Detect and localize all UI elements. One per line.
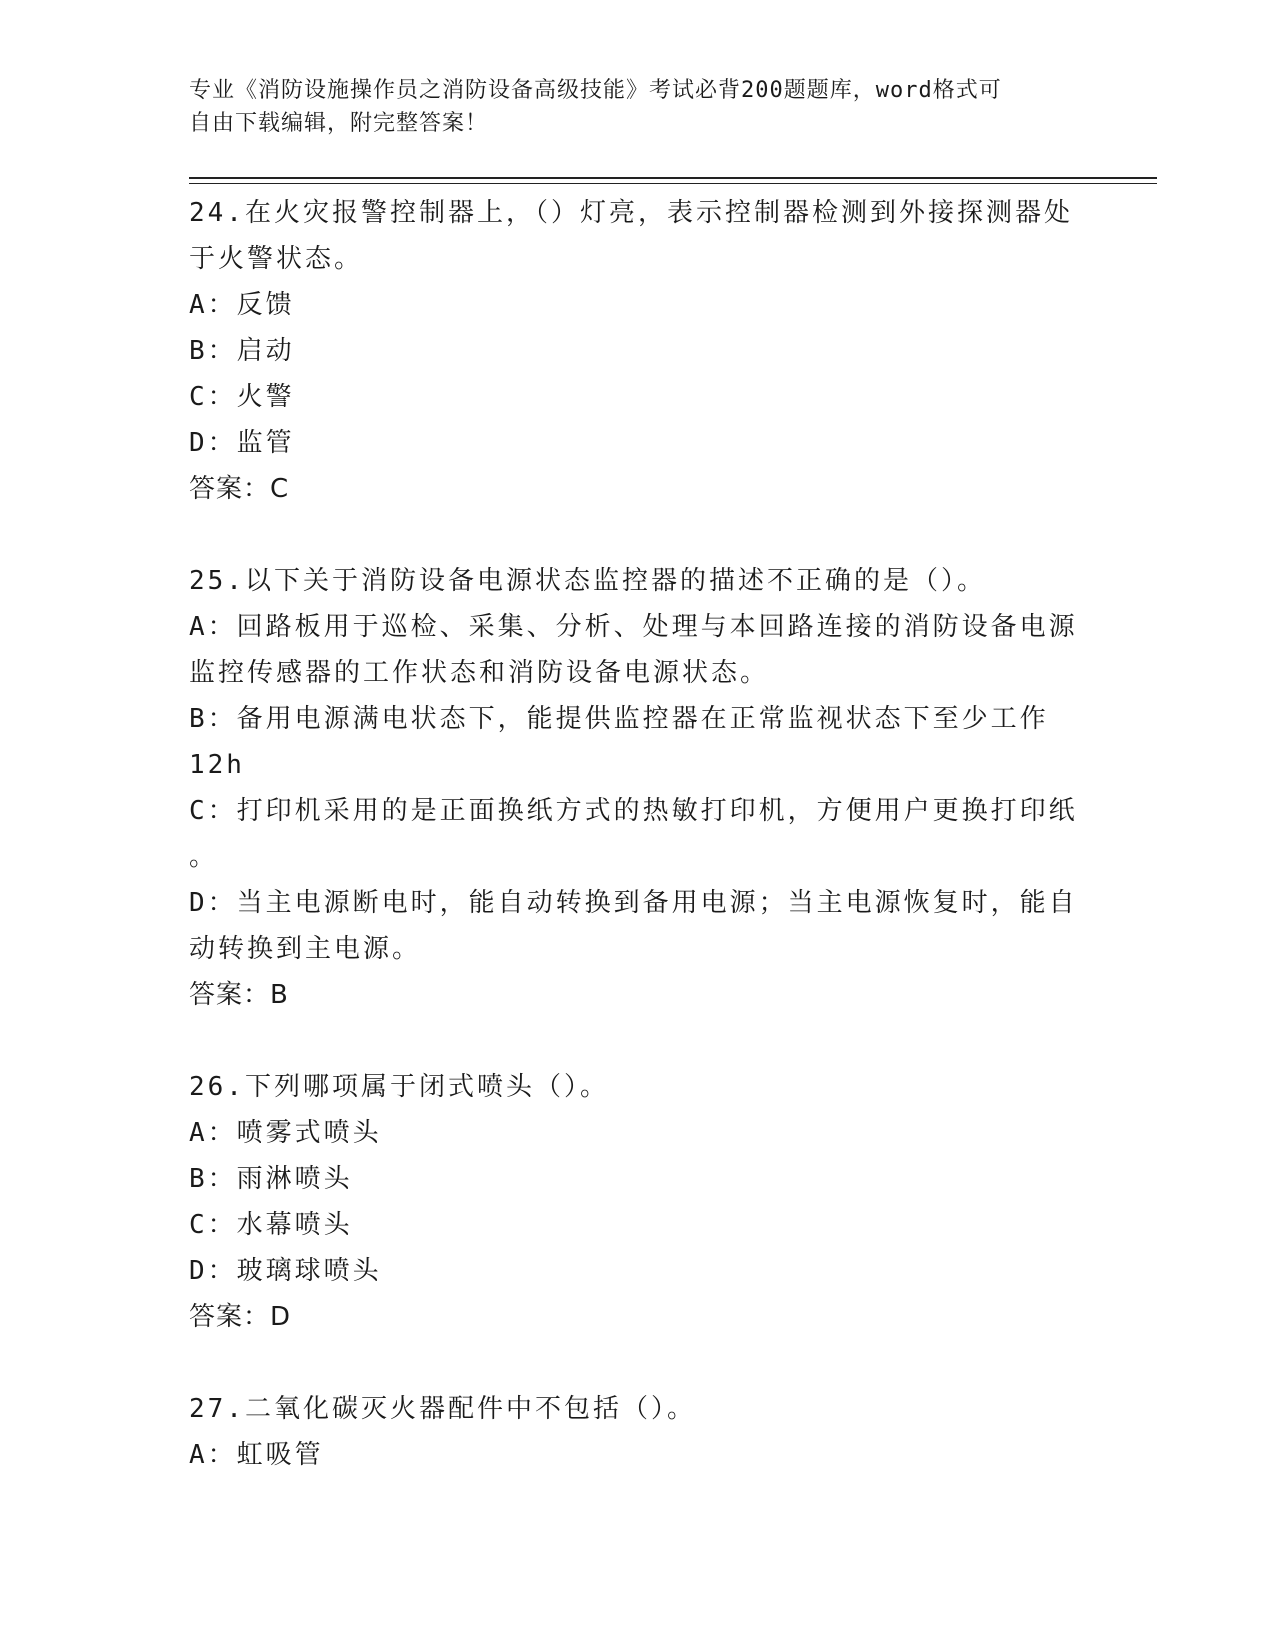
option-line: 。 bbox=[189, 842, 219, 872]
answer-line: 答案：D bbox=[189, 1302, 292, 1332]
header-rule bbox=[189, 177, 1157, 179]
question-stem-line: 25.以下关于消防设备电源状态监控器的描述不正确的是（）。 bbox=[189, 566, 986, 596]
option-line: D：当主电源断电时，能自动转换到备用电源；当主电源恢复时，能自 bbox=[189, 888, 1078, 918]
option-line: C：打印机采用的是正面换纸方式的热敏打印机，方便用户更换打印纸 bbox=[189, 796, 1078, 826]
option-line: A：喷雾式喷头 bbox=[189, 1118, 382, 1148]
header-line: 自由下载编辑，附完整答案！ bbox=[189, 111, 489, 136]
option-line: 12h bbox=[189, 750, 245, 780]
question-block bbox=[189, 558, 1089, 1018]
option-line: B：雨淋喷头 bbox=[189, 1164, 353, 1194]
header-line: 专业《消防设施操作员之消防设备高级技能》考试必背200题题库，word格式可 bbox=[189, 78, 1002, 103]
option-line: A：回路板用于巡检、采集、分析、处理与本回路连接的消防设备电源 bbox=[189, 612, 1078, 642]
option-line: B：备用电源满电状态下，能提供监控器在正常监视状态下至少工作 bbox=[189, 704, 1049, 734]
question-block bbox=[189, 190, 1089, 512]
answer-line: 答案：B bbox=[189, 980, 289, 1010]
option-line: D：玻璃球喷头 bbox=[189, 1256, 382, 1286]
option-line: D：监管 bbox=[189, 428, 295, 458]
option-line: A：反馈 bbox=[189, 290, 295, 320]
header-rule bbox=[189, 183, 1157, 184]
option-line: 动转换到主电源。 bbox=[189, 934, 422, 964]
answer-line: 答案：C bbox=[189, 474, 290, 504]
question-list bbox=[189, 190, 1089, 1524]
option-line: C：火警 bbox=[189, 382, 295, 412]
option-line: A：虹吸管 bbox=[189, 1440, 324, 1470]
option-line: C：水幕喷头 bbox=[189, 1210, 353, 1240]
option-line: B：启动 bbox=[189, 336, 295, 366]
question-block bbox=[189, 1064, 1089, 1340]
question-stem-line: 26.下列哪项属于闭式喷头（）。 bbox=[189, 1072, 609, 1102]
question-block bbox=[189, 1386, 1089, 1478]
question-stem-line: 24.在火灾报警控制器上，（）灯亮，表示控制器检测到外接探测器处 bbox=[189, 198, 1073, 228]
question-stem-line: 于火警状态。 bbox=[189, 244, 364, 274]
option-line: 监控传感器的工作状态和消防设备电源状态。 bbox=[189, 658, 770, 688]
document-header bbox=[189, 74, 1089, 140]
question-stem-line: 27.二氧化碳灭火器配件中不包括（）。 bbox=[189, 1394, 696, 1424]
